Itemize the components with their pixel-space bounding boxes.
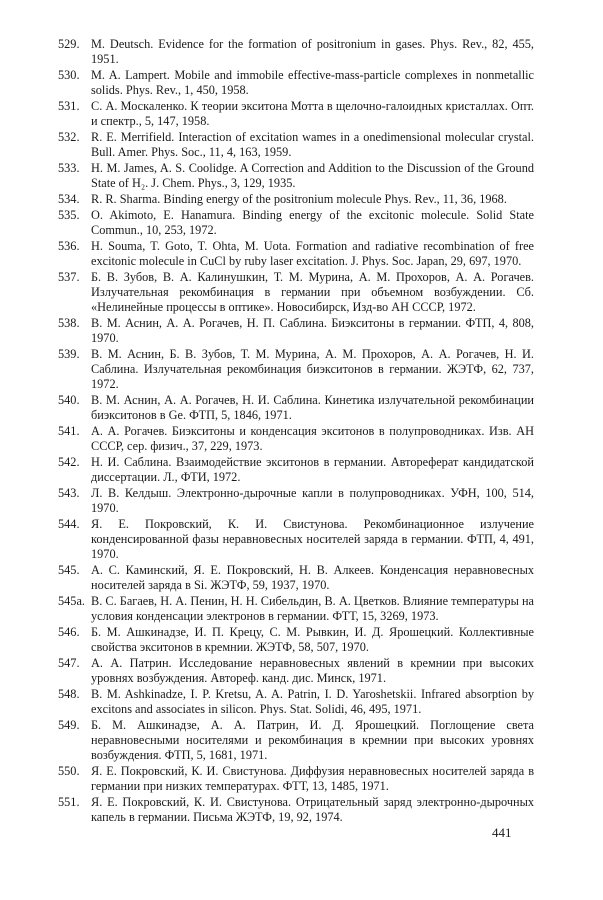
reference-number: 534. [58,192,80,206]
reference-text: Б. М. Ашкинадзе, А. А. Патрин, И. Д. Ярошецкий. Поглощение света неравновесными носителями и рекомбинация в кремнии при высоких уровнях возбуждения. ФТП, 5, 1681, 1971. [91,717,534,762]
reference-item [58,37,534,67]
reference-number: 546. [58,624,80,639]
reference-item [58,99,534,129]
reference-text: Н. И. Саблина. Взаимодействие экситонов в германии. Автореферат кандидатской диссертации. Л., ФТИ, 1972. [91,454,534,484]
reference-number: 538. [58,316,80,330]
reference-item [58,161,534,191]
reference-number: 550. [58,763,80,778]
reference-item [58,130,534,160]
reference-text: А. А. Рогачев. Биэкситоны и конденсация экситонов в полупроводниках. Изв. АН СССР, сер. физич., 37, 229, 1973. [91,423,534,453]
reference-number: 537. [58,270,80,285]
reference-number: 541. [58,423,80,438]
reference-number: 540. [58,392,80,407]
reference-item [58,718,534,763]
reference-number: 545a. [58,593,85,608]
reference-text: В. М. Аснин, Б. В. Зубов, Т. М. Мурина, А. М. Прохоров, А. А. Рогачев, Н. И. Саблина. Излучательная рекомбинация биэкситонов в германии. ЖЭТФ, 62, 737, 1972. [91,347,534,391]
reference-item [58,625,534,655]
reference-number: 530. [58,68,80,82]
reference-text: Б. М. Ашкинадзе, И. П. Крецу, С. М. Рывкин, И. Д. Ярошецкий. Коллективные свойства экситонов в кремнии. ЖЭТФ, 58, 507, 1970. [91,624,534,654]
reference-text: Б. В. Зубов, В. А. Калинушкин, Т. М. Мурина, А. М. Прохоров, А. А. Рогачев. Излучательная рекомбинация в германии при объемном возбуждении. Сб. «Нелинейные процессы в оптике». Новосибирск, Изд-во АН СССР, 1972. [91,270,534,314]
reference-text: В. М. Аснин, А. А. Рогачев, Н. П. Саблина. Биэкситоны в германии. ФТП, 4, 808, 1970. [91,316,534,345]
reference-text: H. Souma, T. Goto, T. Ohta, M. Uota. Formation and radiative recombination of free excitonic molecule in CuCl by ruby laser excitation. J. Phys. Soc. Japan, 29, 697, 1970. [91,239,534,268]
reference-item [58,795,534,825]
reference-number: 529. [58,37,80,51]
reference-text: M. Deutsch. Evidence for the formation of positronium in gases. Phys. Rev., 82, 455, 1951. [91,37,534,66]
reference-item [58,192,534,207]
reference-number: 551. [58,794,80,809]
reference-item [58,486,534,516]
reference-text: B. M. Ashkinadze, I. P. Kretsu, A. A. Patrin, I. D. Yaroshetskii. Infrared absorption by excitons and associates in silicon. Phys. Stat. Solidi, 46, 495, 1971. [91,686,534,716]
reference-item [58,594,534,624]
reference-item [58,563,534,593]
reference-text: Я. Е. Покровский, К. И. Свистунова. Рекомбинационное излучение конденсированной фазы неравновесных носителей заряда в германии. ФТП, 4, 491, 1970. [91,516,534,561]
reference-text: R. R. Sharma. Binding energy of the positronium molecule Phys. Rev., 11, 36, 1968. [91,192,507,206]
reference-item [58,270,534,315]
reference-number: 535. [58,208,80,223]
reference-text: Я. Е. Покровский, К. И. Свистунова. Диффузия неравновесных носителей заряда в германии при низких температурах. ФТТ, 13, 1485, 1971. [91,763,534,793]
reference-text: А. С. Каминский, Я. Е. Покровский, Н. В. Алкеев. Конденсация неравновесных носителей заряда в Si. ЖЭТФ, 59, 1937, 1970. [91,562,534,592]
reference-text: А. А. Патрин. Исследование неравновесных явлений в кремнии при высоких уровнях возбуждения. Автореф. канд. дис. Минск, 1971. [91,655,534,685]
reference-number: 544. [58,516,80,531]
reference-text: Л. В. Келдыш. Электронно-дырочные капли в полупроводниках. УФН, 100, 514, 1970. [91,485,534,515]
reference-text: H. M. James, A. S. Coolidge. A Correction and Addition to the Discussion of the Ground State of H₂. J. Chem. Phys., 3, 129, 1935. [91,161,534,190]
reference-item [58,68,534,98]
reference-item [58,347,534,392]
reference-item [58,687,534,717]
reference-item [58,517,534,562]
reference-number: 547. [58,655,80,670]
reference-text: R. E. Merrifield. Interaction of excitation wames in a onedimensional molecular crystal. Bull. Amer. Phys. Soc., 11, 4, 163, 1959. [91,130,534,159]
reference-number: 545. [58,562,80,577]
reference-number: 533. [58,161,80,175]
reference-item [58,239,534,269]
reference-list [58,37,534,826]
reference-item [58,424,534,454]
reference-number: 542. [58,454,80,469]
reference-number: 531. [58,99,80,113]
reference-item [58,656,534,686]
reference-text: В. М. Аснин, А. А. Рогачев, Н. И. Саблина. Кинетика излучательной рекомбинации биэкситонов в Ge. ФТП, 5, 1846, 1971. [91,392,534,422]
reference-number: 549. [58,717,80,732]
reference-text: Я. Е. Покровский, К. И. Свистунова. Отрицательный заряд электронно-дырочных капель в германии. Письма ЖЭТФ, 19, 92, 1974. [91,794,534,824]
reference-item [58,208,534,238]
reference-text: O. Akimoto, E. Hanamura. Binding energy of the excitonic molecule. Solid State Commun., 10, 253, 1972. [91,208,534,237]
reference-text: M. A. Lampert. Mobile and immobile effective-mass-particle complexes in nonmetallic solids. Phys. Rev., 1, 450, 1958. [91,68,534,97]
reference-number: 539. [58,347,80,361]
reference-number: 548. [58,686,80,701]
reference-text: В. С. Багаев, Н. А. Пенин, Н. Н. Сибельдин, В. А. Цветков. Влияние температуры на условия конденсации электронов в германии. ФТТ, 15, 3269, 1973. [91,593,534,623]
reference-item [58,393,534,423]
reference-number: 543. [58,485,80,500]
page-number: 441 [492,825,512,840]
reference-item [58,316,534,346]
reference-number: 532. [58,130,80,144]
reference-item [58,764,534,794]
reference-item [58,455,534,485]
reference-number: 536. [58,239,80,254]
reference-text: С. А. Москаленко. К теории экситона Мотта в щелочно-галоидных кристаллах. Опт. и спектр., 5, 147, 1958. [91,99,534,128]
